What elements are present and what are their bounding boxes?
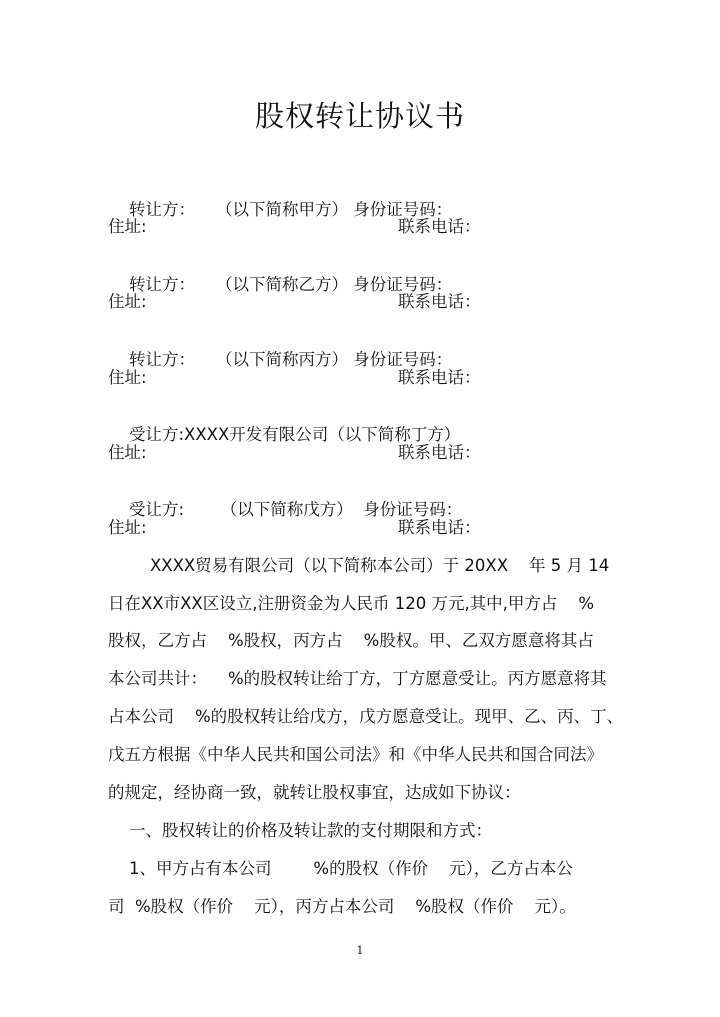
- section-1-heading: 一、股权转让的价格及转让款的支付期限和方式：: [108, 821, 492, 840]
- party-bing-phone: 联系电话：: [398, 368, 481, 387]
- party-alias: （以下简称乙方）: [215, 275, 348, 294]
- page-number: 1: [356, 944, 364, 957]
- party-yi-phone: 联系电话：: [398, 292, 481, 311]
- party-role: 转让方：: [128, 200, 195, 219]
- id-label: 身份证号码：: [353, 350, 453, 369]
- clause-1-line-2: 司 %股权（作价 元），丙方占本公司 %股权（作价 元）。: [108, 897, 576, 916]
- party-ding-phone: 联系电话：: [398, 443, 481, 462]
- intro-line-5: 占本公司 %的股权转让给戊方，戊方愿意受让。现甲、乙、丙、丁、: [108, 707, 624, 726]
- party-role: 受让方:XXXX开发有限公司（以下简称丁方）: [128, 425, 461, 444]
- id-label: 身份证号码：: [363, 500, 463, 519]
- clause-1-line-1: 1、甲方占有本公司 %的股权（作价 元），乙方占本公: [108, 859, 573, 878]
- party-jia-address: 住址:: [108, 217, 147, 236]
- intro-line-3: 股权，乙方占 %股权，丙方占 %股权。甲、乙双方愿意将其占: [108, 631, 594, 650]
- party-alias: （以下简称戊方）: [220, 500, 353, 519]
- intro-line-2: 日在XX市XX区设立,注册资金为人民币 120 万元,其中,甲方占 %: [108, 594, 595, 613]
- party-yi-address: 住址:: [108, 292, 147, 311]
- party-wu-address: 住址:: [108, 518, 147, 537]
- party-alias: （以下简称甲方）: [215, 200, 348, 219]
- party-wu-phone: 联系电话：: [398, 518, 481, 537]
- intro-line-7: 的规定，经协商一致，就转让股权事宜，达成如下协议：: [108, 783, 521, 802]
- intro-line-4: 本公司共计： %的股权转让给丁方，丁方愿意受让。丙方愿意将其: [108, 669, 607, 688]
- party-bing-address: 住址:: [108, 368, 147, 387]
- document-title: 股权转让协议书: [254, 99, 465, 133]
- party-role: 转让方：: [128, 275, 195, 294]
- party-jia-phone: 联系电话：: [398, 217, 481, 236]
- id-label: 身份证号码：: [353, 200, 453, 219]
- party-role: 受让方:: [128, 500, 185, 519]
- party-role: 转让方：: [128, 350, 195, 369]
- intro-line-6: 戊五方根据《中华人民共和国公司法》和《中华人民共和国合同法》: [108, 745, 603, 764]
- party-ding-address: 住址:: [108, 443, 147, 462]
- id-label: 身份证号码：: [353, 275, 453, 294]
- party-alias: （以下简称丙方）: [215, 350, 348, 369]
- intro-line-1: XXXX贸易有限公司（以下简称本公司）于 20XX 年 5 月 14: [108, 556, 610, 575]
